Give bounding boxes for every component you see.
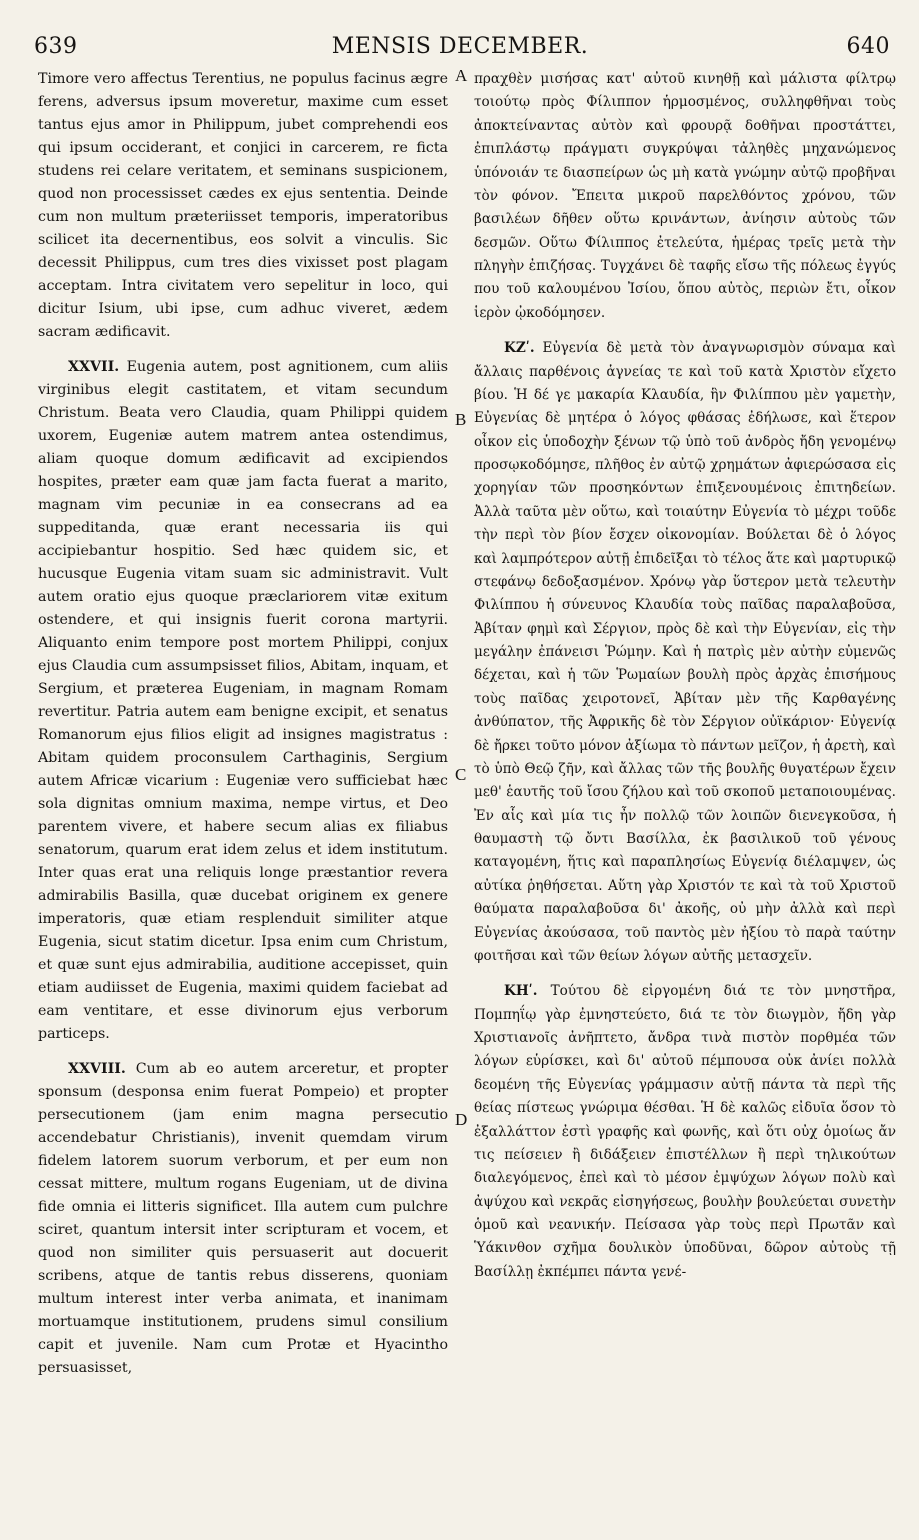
greek-paragraph-27-text: Εὐγενία δὲ μετὰ τὸν ἀναγνωρισμὸν σύναμα καὶ ἄλλαις παρθένοις ἁγνείας τε καὶ τοῦ κατὰ Χριστὸν εἴχετο βίου. Ἡ δέ γε μακαρία Κλαυδία, ἣν Φιλίππου μὲν γαμετὴν, Εὐγενίας δὲ μητέρα ὁ λόγος φθάσας ἐδήλωσε, καὶ ἕτερον οἶκον εἰς ὑποδοχὴν ξένων τῷ ὑπὸ τοῦ ἀνδρὸς ἤδη γενομένῳ προσῳκοδόμησε, πλῆθος ἐν αὐτῷ χρημάτων ἀφιερώσασα εἰς χορηγίαν τῶν προσηκόντων ἐπιξενουμένοις ἐπιτηδείων. Ἀλλὰ ταῦτα μὲν οὕτω, καὶ τοιαύτην Εὐγενία τὸ μέχρι τοῦδε τὴν περὶ τὸν βίον ἔσχεν οἰκονομίαν. Βούλεται δὲ ὁ λόγος καὶ λαμπρότερον αὐτῇ ἐπιδεῖξαι τὸ τέλος ἅτε καὶ μαρτυρικῷ στεφάνῳ δεδοξασμένον. Χρόνῳ γὰρ ὕστερον μετὰ τελευτὴν Φιλίππου ἡ σύνευνος Κλαυδία τοὺς παῖδας παραλαβοῦσα, Ἀβίταν φημὶ καὶ Σέργιον, πρὸς δὲ καὶ τὴν Εὐγενίαν, εἰς τὴν μεγάλην ἐπάνεισι Ῥώμην. Καὶ ἡ πατρὶς μὲν αὐτὴν εὐμενῶς δέχεται, καὶ ἡ τῶν Ῥωμαίων βουλὴ πρὸς ἀρχὰς ἐπισήμους τοὺς παῖδας χειροτονεῖ, Ἀβίταν μὲν τῆς Καρθαγένης ἀνθύπατον, τῆς Ἀφρικῆς δὲ τὸν Σέργιον οὐϊκάριον· Εὐγενίᾳ δὲ ἤρκει τοῦτο μόνον ἀξίωμα τὸ πάντων μεῖζον, ἡ ἀρετὴ, καὶ τὸ ὑπὸ Θεῷ ζῆν, καὶ ἄλλας τῶν τῆς βουλῆς θυγατέρων ἔχειν μεθ' ἑαυτῆς τοῦ ἴσου ζήλου καὶ τοῦ σκοποῦ μεταποιουμένας. Ἐν αἷς καὶ μία τις ἦν πολλῷ τῶν λοιπῶν διενεγκοῦσα, ἡ θαυμαστὴ τῷ ὄντι Βασίλλα, ἐκ βασιλικοῦ τοῦ γένους καταγομένη, ἥτις καὶ παραπλησίως Εὐγενίᾳ διέλαμψεν, ὡς αὐτίκα ῥηθήσεται. Αὕτη γὰρ Χριστόν τε καὶ τὰ τοῦ Χριστοῦ θαύματα παραλαβοῦσα δι' ἀκοῆς, οὐ μὴν ἀλλὰ καὶ περὶ Εὐγενίας ἀκούσασα, τοῦ παντὸς μὲν ἠξίου τὸ παρὰ ταύτην φοιτῆσαι καὶ τῶν θείων λόγων αὐτῆς μετασχεῖν. [474, 340, 896, 964]
latin-paragraph-27-text: Eugenia autem, post agnitionem, cum aliis virginibus elegit castitatem, et vitam secundum Christum. Beata vero Claudia, quam Philippi quidem uxorem, Eugeniæ autem matrem antea ostendimus, aliam quoque domum ædificavit ad excipiendos hospites, præter eam quæ jam facta fuerat a marito, magnam vim pecuniæ in ea consecrans ad ea suppeditanda, quæ erant necessaria iis qui accipiebantur hospitio. Sed hæc quidem sic, et hucusque Eugenia vitam suam sic administravit. Vult autem oratio ejus quoque præclariorem vitæ exitum ostendere, et qui insignis fuerit corona martyrii. Aliquanto enim tempore post mortem Philippi, conjux ejus Claudia cum assumpsisset filios, Abitam, inquam, et Sergium, et præterea Eugeniam, in magnam Romam revertitur. Patria autem eam benigne excipit, et senatus Romanorum ejus filios eligit ad insignes magistratus : Abitam quidem proconsulem Carthaginis, Sergium autem Africæ vicarium : Eugeniæ vero sufficiebat hæc sola dignitas omnium maxima, nempe virtus, et Deo parentem vivere, et habere secum alias ex filiabus senatorum, quarum erat idem zelus et idem institutum. Inter quas erat una reliquis longe præstantior revera admirabilis Basilla, quæ ducebat originem ex genere imperatoris, quæ etiam resplenduit similiter atque Eugenia, sicut statim dicetur. Ipsa enim cum Christum, et quæ sunt ejus admirabilia, auditione accepisset, quin etiam audiisset de Eugenia, maximi quidem faciebat ad eam ventitare, et esse divinorum ejus verborum particeps. [38, 359, 449, 1042]
margin-letter-a: A [455, 66, 468, 85]
greek-column [474, 68, 896, 1528]
greek-paragraph-27 [474, 337, 896, 968]
latin-paragraph-27 [38, 356, 448, 1046]
section-number: ΚΗʹ. [504, 983, 538, 1000]
greek-paragraph-1: πραχθὲν μισήσας κατ' αὐτοῦ κινηθῇ καὶ μάλιστα φίλτρῳ τοιούτῳ πρὸς Φίλιππον ἡρμοσμένος, συλληφθῆναι τοὺς ἀποκτείναντας αὐτὸν καὶ φρουρᾷ δοθῆναι προστάττει, ἐπιπλάστῳ πράγματι συγκρύψαι τἀληθὲς μηχανώμενος ὑπόνοιάν τε διασπείρων ὡς μὴ κατὰ γνώμην αὐτῷ προβῆναι τὸν φόνον. Ἔπειτα μικροῦ παρελθόντος χρόνου, τῶν βασιλέων δῆθεν οὕτω κρινάντων, ἀνίησιν αὐτοὺς τῶν δεσμῶν. Οὕτω Φίλιππος ἐτελεύτα, ἡμέρας τρεῖς μετὰ τὴν πληγὴν ἐπιζήσας. Τυγχάνει δὲ ταφῆς εἴσω τῆς πόλεως ἐγγύς που τοῦ καλουμένου Ἰσίου, ὅπου αὐτὸς, περιὼν ἔτι, οἶκον ἱερὸν ᾠκοδόμησεν. [474, 71, 896, 321]
running-title: MENSIS DECEMBER. [331, 34, 589, 59]
section-number: XXVII. [68, 359, 120, 375]
latin-paragraph-28 [38, 1058, 448, 1380]
margin-letter-c: C [455, 765, 467, 784]
greek-paragraph-28 [474, 980, 896, 1284]
margin-letter-d: D [455, 1110, 468, 1129]
section-number: ΚΖʹ. [504, 340, 535, 357]
latin-column [38, 68, 448, 1528]
greek-paragraph-28-text: Τούτου δὲ εἰργομένη διά τε τὸν μνηστῆρα, Πομπηΐῳ γὰρ ἐμνηστεύετο, διά τε τὸν διωγμὸν, ἤδη γὰρ Χριστιανοῖς ἀνῆπτετο, ἄνδρα τινὰ πιστὸν πορθμέα τῶν λόγων εὑρίσκει, καὶ δι' αὐτοῦ πέμπουσα οὐκ ἀνίει πολλὰ δεομένη τῆς Εὐγενίας γράμμασιν αὐτῇ πάντα τὰ περὶ τῆς θείας πίστεως γνώριμα θέσθαι. Ἡ δὲ καλῶς εἰδυῖα ὅσον τὸ ἐξαλλάττον ἐστὶ γραφῆς καὶ φωνῆς, καὶ ὅτι οὐχ ὁμοίως ἄν τις πείσειεν ἢ διδάξειεν ἐπιστέλλων ἢ περὶ τηλικούτων διαλεγόμενος, ἐπεὶ καὶ τὸ μέσον ἐμψύχων λόγων πολὺ καὶ ἀψύχου καὶ νεκρᾶς εἰσηγήσεως, βουλὴν βουλεύεται συνετὴν ὁμοῦ καὶ νεανικήν. Πείσασα γὰρ τοὺς περὶ Πρωτᾶν καὶ Ὑάκινθον σχῆμα δουλικὸν ὑποδῦναι, δῶρον αὐτοὺς τῇ Βασίλλῃ ἐκπέμπει πάντα γενέ- [474, 983, 896, 1280]
section-number: XXVIII. [68, 1061, 126, 1077]
latin-paragraph-28-text: Cum ab eo autem arceretur, et propter sponsum (desponsa enim fuerat Pompeio) et propter persecutionem (jam enim magna persecutio accendebatur Christianis), invenit quemdam virum fidelem latorem suorum verborum, et per eum non cessat mittere, multum rogans Eugeniam, ut de divina fide omnia ei litteris significet. Illa autem cum pulchre sciret, quantum intersit inter scripturam et vocem, et quod non similiter quis persuaserit aut docuerit scribens, atque de tantis rebus disserens, quoniam multum interest inter verba animata, et inanimam mortuamque institutionem, prudens simul consilium capit et juvenile. Nam cum Protæ et Hyacintho persuasisset, [38, 1061, 448, 1376]
latin-paragraph-1: Timore vero affectus Terentius, ne populus facinus ægre ferens, adversus ipsum moveretur, maxime cum esset tantus ejus amor in Philippum, jubet comprehendi eos qui ipsum occiderant, et conjici in carcerem, re ficta studens rei celare veritatem, et seminans suspicionem, quod non processisset cædes ex ejus sententia. Deinde cum non multum præteriisset temporis, imperatoribus scilicet ita decernentibus, eos solvit a vinculis. Sic decessit Philippus, cum tres dies vixisset post plagam acceptam. Intra civitatem vero sepelitur in loco, qui dicitur Isium, ubi ipse, cum adhuc viveret, ædem sacram ædificavit. [38, 71, 448, 340]
page-number-right: 640 [846, 34, 890, 59]
margin-letter-b: B [455, 410, 467, 429]
running-header [30, 34, 890, 64]
page-number-left: 639 [34, 34, 78, 59]
